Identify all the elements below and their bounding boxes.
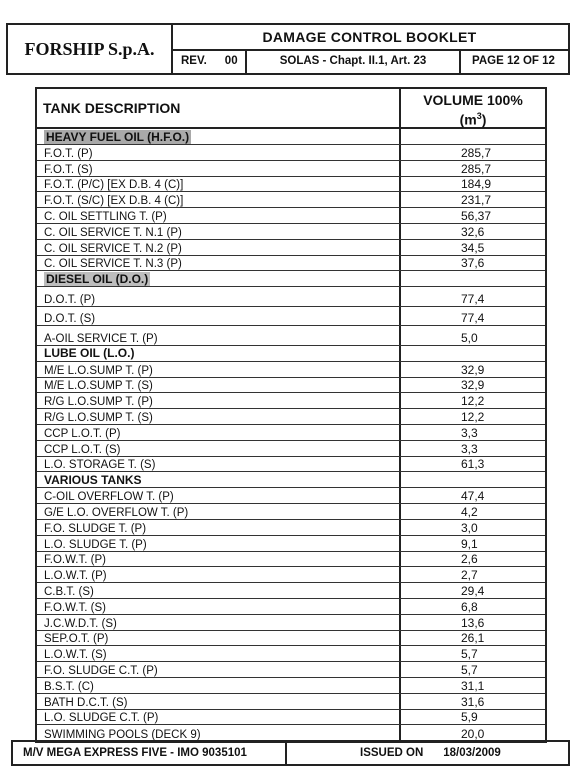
tank-volume: 3,3: [461, 425, 478, 440]
section-header-row: [37, 129, 545, 145]
table-row: [37, 161, 545, 177]
tank-volume: 3,0: [461, 520, 478, 535]
table-row: [37, 256, 545, 272]
tank-volume: 6,8: [461, 599, 478, 614]
tank-name: L.O. SLUDGE T. (P): [37, 536, 401, 551]
tank-name: CCP L.O.T. (S): [37, 441, 401, 456]
table-row: [37, 552, 545, 568]
vessel-identifier: M/V MEGA EXPRESS FIVE - IMO 9035101: [13, 742, 287, 764]
tank-volume-table: [35, 87, 547, 743]
column-header-volume: [401, 89, 545, 127]
tank-name: M/E L.O.SUMP T. (S): [37, 378, 401, 393]
table-row: [37, 678, 545, 694]
tank-volume: 31,1: [461, 678, 485, 693]
section-header-row: [37, 346, 545, 362]
document-title: DAMAGE CONTROL BOOKLET: [171, 25, 568, 51]
tank-name: F.O.W.T. (P): [37, 552, 401, 567]
tank-name: CCP L.O.T. (P): [37, 425, 401, 440]
tank-name: C.B.T. (S): [37, 583, 401, 598]
table-row: [37, 192, 545, 208]
tank-volume: 31,6: [461, 694, 485, 709]
section-volume-empty: [401, 271, 545, 286]
section-header-row: [37, 271, 545, 287]
tank-name: L.O. STORAGE T. (S): [37, 457, 401, 472]
section-label: VARIOUS TANKS: [37, 472, 401, 487]
tank-volume: 32,9: [461, 378, 485, 393]
issued-label: ISSUED ON: [360, 747, 424, 759]
tank-name: R/G L.O.SUMP T. (P): [37, 393, 401, 408]
tank-name: R/G L.O.SUMP T. (S): [37, 409, 401, 424]
table-row: [37, 615, 545, 631]
company-name: FORSHIP S.p.A.: [8, 25, 173, 73]
tank-name: F.O.T. (P): [37, 145, 401, 160]
tank-volume: 184,9: [461, 177, 492, 192]
tank-volume: 56,37: [461, 208, 492, 223]
tank-name: J.C.W.D.T. (S): [37, 615, 401, 630]
tank-name: C. OIL SETTLING T. (P): [37, 208, 401, 223]
tank-name: F.O.T. (S): [37, 161, 401, 176]
table-row: [37, 662, 545, 678]
table-row: [37, 208, 545, 224]
tank-volume: 3,3: [461, 441, 478, 456]
tank-name: M/E L.O.SUMP T. (P): [37, 362, 401, 377]
table-row: [37, 240, 545, 256]
tank-name: F.O.W.T. (S): [37, 599, 401, 614]
section-label: DIESEL OIL (D.O.): [37, 271, 401, 286]
tank-name: C-OIL OVERFLOW T. (P): [37, 488, 401, 503]
page-number: PAGE 12 OF 12: [472, 55, 555, 67]
tank-volume: 26,1: [461, 631, 485, 646]
table-row: [37, 307, 545, 327]
tank-volume: 61,3: [461, 457, 485, 472]
table-row: [37, 287, 545, 307]
tank-volume: 29,4: [461, 584, 485, 599]
tank-volume: 285,7: [461, 145, 492, 160]
section-volume-empty: [401, 346, 545, 361]
tank-name: L.O.W.T. (P): [37, 567, 401, 582]
table-row: [37, 567, 545, 583]
table-row: [37, 631, 545, 647]
tank-name: F.O.T. (S/C) [EX D.B. 4 (C)]: [37, 192, 401, 207]
tank-name: L.O. SLUDGE C.T. (P): [37, 710, 401, 725]
table-body: [37, 129, 545, 741]
tank-volume: 13,6: [461, 615, 485, 630]
section-volume-empty: [401, 129, 545, 144]
table-row: [37, 393, 545, 409]
solas-reference: SOLAS - Chapt. II.1, Art. 23: [247, 49, 461, 73]
tank-name: SEP.O.T. (P): [37, 631, 401, 646]
volume-header-unit: $(m^3)$: [459, 111, 487, 128]
tank-volume: 5,0: [461, 330, 478, 345]
table-row: [37, 694, 545, 710]
table-row: [37, 457, 545, 473]
tank-name: F.O.T. (P/C) [EX D.B. 4 (C)]: [37, 177, 401, 192]
table-row: [37, 710, 545, 726]
table-row: [37, 425, 545, 441]
tank-name: SWIMMING POOLS (DECK 9): [37, 725, 401, 741]
document-header: [6, 23, 570, 75]
tank-volume: 37,6: [461, 256, 485, 271]
section-header-row: [37, 472, 545, 488]
tank-volume: 47,4: [461, 489, 485, 504]
tank-volume: 2,7: [461, 568, 478, 583]
revision-label: REV.: [181, 55, 207, 67]
table-header: [37, 89, 545, 129]
tank-volume: 34,5: [461, 240, 485, 255]
tank-name: B.S.T. (C): [37, 678, 401, 693]
column-header-description: TANK DESCRIPTION: [37, 89, 401, 127]
tank-name: L.O.W.T. (S): [37, 646, 401, 661]
tank-name: C. OIL SERVICE T. N.3 (P): [37, 256, 401, 271]
revision-cell: [171, 49, 247, 73]
tank-name: C. OIL SERVICE T. N.1 (P): [37, 224, 401, 239]
table-row: [37, 536, 545, 552]
tank-volume: 285,7: [461, 161, 492, 176]
table-row: [37, 378, 545, 394]
table-row: [37, 646, 545, 662]
table-row: [37, 488, 545, 504]
document-footer: [11, 740, 570, 766]
tank-volume: 12,2: [461, 394, 485, 409]
tank-volume: 77,4: [461, 311, 485, 326]
tank-name: D.O.T. (P): [37, 287, 401, 306]
revision-value: 00: [224, 55, 238, 67]
volume-header-line1: VOLUME 100%: [423, 92, 523, 108]
tank-name: C. OIL SERVICE T. N.2 (P): [37, 240, 401, 255]
table-row: [37, 725, 545, 741]
tank-volume: 5,7: [461, 647, 478, 662]
tank-volume: 12,2: [461, 410, 485, 425]
tank-volume: 5,9: [461, 710, 478, 725]
tank-volume: 32,9: [461, 362, 485, 377]
table-row: [37, 504, 545, 520]
tank-name: G/E L.O. OVERFLOW T. (P): [37, 504, 401, 519]
table-row: [37, 177, 545, 193]
tank-volume: 9,1: [461, 536, 478, 551]
tank-name: F.O. SLUDGE C.T. (P): [37, 662, 401, 677]
tank-volume: 4,2: [461, 505, 478, 520]
tank-volume: 77,4: [461, 291, 485, 306]
tank-name: BATH D.C.T. (S): [37, 694, 401, 709]
table-row: [37, 583, 545, 599]
tank-volume: 5,7: [461, 663, 478, 678]
tank-volume: 231,7: [461, 193, 492, 208]
issue-info: [287, 742, 568, 764]
tank-name: A-OIL SERVICE T. (P): [37, 326, 401, 345]
table-row: [37, 520, 545, 536]
tank-name: D.O.T. (S): [37, 307, 401, 326]
tank-volume: 32,6: [461, 224, 485, 239]
tank-name: F.O. SLUDGE T. (P): [37, 520, 401, 535]
table-row: [37, 145, 545, 161]
table-row: [37, 224, 545, 240]
table-row: [37, 326, 545, 346]
table-row: [37, 599, 545, 615]
table-row: [37, 409, 545, 425]
issued-date: 18/03/2009: [443, 747, 501, 759]
table-row: [37, 441, 545, 457]
section-label: LUBE OIL (L.O.): [37, 346, 401, 361]
table-row: [37, 362, 545, 378]
section-volume-empty: [401, 472, 545, 487]
tank-volume: 2,6: [461, 552, 478, 567]
section-label: HEAVY FUEL OIL (H.F.O.): [37, 129, 401, 144]
tank-volume: 20,0: [461, 727, 485, 742]
